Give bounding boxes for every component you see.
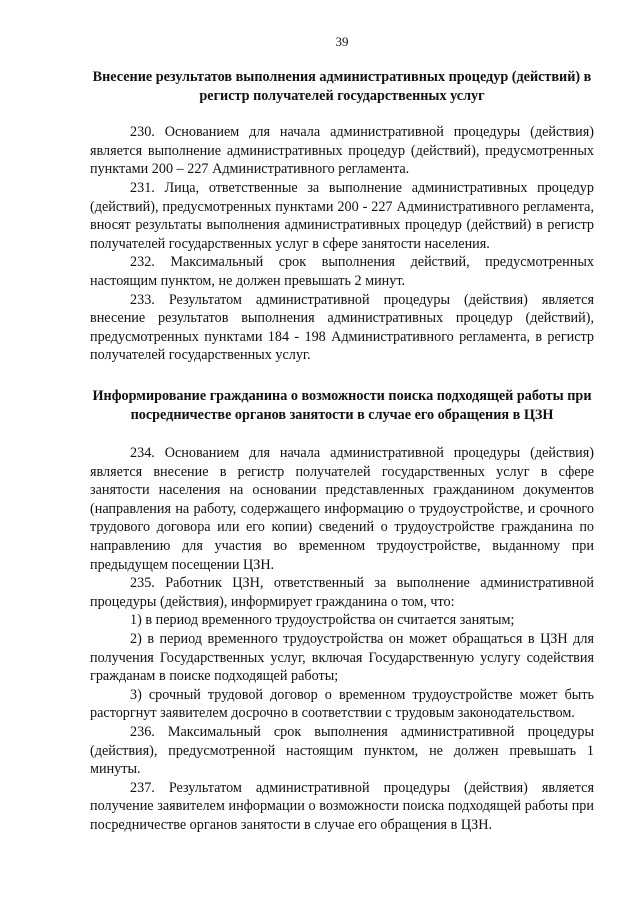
paragraph-233: 233. Результатом административной процедуры (действия) является внесение результатов выполнения административных процедур (действий), предусмотренных пунктами 184 - 198 Административного регламента, в регистр получателей государственных услуг.: [90, 291, 594, 364]
paragraph-231: 231. Лица, ответственные за выполнение административных процедур (действий), предусмотренных пунктами 200 - 227 Административного регламента, вносят результаты выполнения административных процедур (действий) в регистр получателей государственных услуг в сфере занятости населения.: [90, 179, 594, 252]
paragraph-232: 232. Максимальный срок выполнения действий, предусмотренных настоящим пунктом, не должен превышать 2 минут.: [90, 254, 594, 289]
list-item-2: 2) в период временного трудоустройства он может обращаться в ЦЗН для получения Государственных услуг, включая Государственную услугу содействия гражданам в поиске подходящей работы;: [90, 631, 594, 685]
paragraph-234: 234. Основанием для начала административной процедуры (действия) является внесение в регистр получателей государственных услуг в сфере занятости населения на основании представленных гражданином документов (направления на работу, содержащего информацию о трудоустройстве, и срочного трудового договора или его копии) сведений о трудоустройстве гражданина по направлению для участия во временном трудоустройстве, выданному при предыдущем посещении ЦЗН.: [90, 445, 594, 573]
paragraph-235: 235. Работник ЦЗН, ответственный за выполнение административной процедуры (действия), информирует гражданина о том, что:: [90, 575, 594, 610]
list-item-3: 3) срочный трудовой договор о временном трудоустройстве может быть расторгнут заявителем досрочно в соответствии с трудовым законодательством.: [90, 686, 594, 722]
paragraph-230: 230. Основанием для начала административной процедуры (действия) является выполнение административных процедур (действий), предусмотренных пунктами 200 – 227 Административного регламента.: [90, 124, 594, 178]
paragraph-236: 236. Максимальный срок выполнения административной процедуры (действия), предусмотренной настоящим пунктом, не должен превышать 1 минуты.: [90, 724, 594, 778]
list-item-1: 1) в период временного трудоустройства он считается занятым;: [130, 612, 515, 629]
page-number: 39: [335, 34, 349, 49]
section-heading-informing: Информирование гражданина о возможности поиска подходящей работы при посредничестве органов занятости в случае его обращения в ЦЗН: [92, 387, 592, 423]
paragraph-237: 237. Результатом административной процедуры (действия) является получение заявителем информации о возможности поиска подходящей работы при посредничестве органов занятости в случае его обращения в ЦЗН.: [90, 779, 594, 833]
section-heading-registry: Внесение результатов выполнения административных процедур (действий) в регистр получателей государственных услуг: [92, 69, 592, 104]
